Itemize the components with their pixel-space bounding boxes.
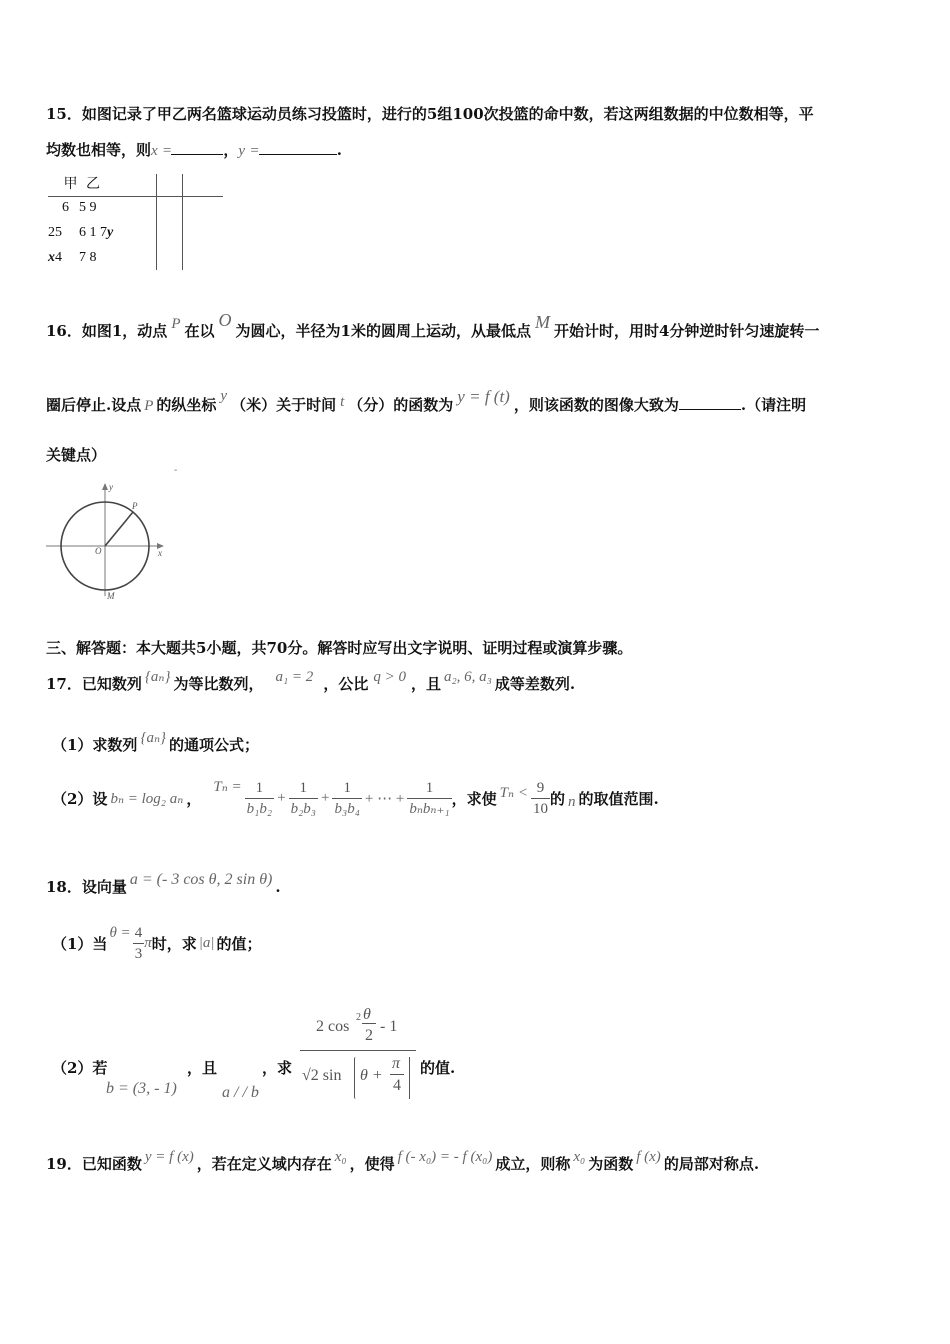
q19-g: 的局部对称点.	[663, 1155, 760, 1173]
q19-fx: f (x)	[636, 1149, 661, 1165]
frac2-den: b₂b₃	[290, 801, 317, 817]
q18-frac-den: 3	[134, 946, 143, 962]
fig-label-p: P	[132, 501, 138, 511]
q17-frac5	[531, 778, 550, 819]
q17-n: n	[567, 794, 576, 810]
q19-eq: f (- x₀) = - f (x₀)	[397, 1149, 493, 1165]
q19-x0b: x₀	[573, 1149, 586, 1165]
q18-b: b = (3, - 1)	[106, 1080, 177, 1097]
circle-figure	[40, 478, 175, 603]
q18-part1	[52, 923, 261, 964]
q17-line1	[46, 669, 576, 694]
q18-big-fraction	[300, 1006, 416, 1107]
q18-line1	[46, 871, 281, 897]
q18-part2-a: （2）若	[52, 1059, 108, 1077]
q16-func: y = f (t)	[457, 387, 510, 406]
table-cell: 8	[89, 249, 97, 265]
radius-op	[105, 512, 133, 546]
q17-Tlt: Tₙ <	[499, 785, 528, 801]
q17-seq2: {aₙ}	[140, 730, 167, 746]
q18-par: a / / b	[222, 1084, 259, 1101]
q18-part2-c: ，求	[262, 1059, 293, 1077]
q17-b: 为等比数列，	[173, 675, 264, 693]
q16-l2f: .（请注明	[740, 396, 807, 414]
q15-eq-y: =	[250, 143, 259, 159]
table-stem: 5	[79, 199, 86, 215]
num-theta: θ	[363, 1006, 371, 1023]
q15-line2	[46, 139, 342, 160]
q17-a1: a₁ = 2	[275, 669, 314, 685]
plus1: +	[277, 790, 286, 806]
q16-blank	[679, 395, 741, 410]
frac3-num: 1	[332, 778, 361, 799]
q16-l1a: 16．如图1，动点	[46, 322, 168, 340]
frac2-num: 1	[289, 778, 318, 799]
q16-l2d: （分）的函数为	[348, 396, 454, 414]
y-axis-arrow	[102, 483, 108, 490]
fig-label-o: O	[95, 546, 102, 556]
q18-end: .	[275, 878, 281, 896]
q18-abs: |a|	[198, 935, 215, 951]
table-cell: 2	[48, 224, 55, 240]
q16-line1	[46, 310, 820, 341]
num-minus1: - 1	[380, 1018, 398, 1035]
q16-line3: 关键点）	[46, 446, 107, 464]
den-four: 4	[393, 1077, 401, 1094]
q16-y: y	[220, 388, 228, 404]
den-theta: θ +	[360, 1067, 383, 1084]
table-cell: 7	[100, 224, 107, 240]
q17-seq: {aₙ}	[144, 669, 171, 685]
q15-var-x: x	[151, 143, 158, 159]
frac5-den: 10	[532, 801, 548, 817]
q15-blank-y	[259, 140, 337, 155]
q18-p1b: 时，求	[151, 935, 197, 953]
q18-frac-num: 4	[133, 923, 145, 944]
q19-x0: x₀	[334, 1149, 347, 1165]
frac4-num: 1	[407, 778, 451, 799]
q17-part1	[52, 730, 260, 755]
table-cell: 5	[55, 224, 62, 240]
table-cell	[100, 245, 107, 270]
q16-t: t	[340, 394, 345, 410]
q17-frac4	[407, 778, 451, 819]
table-cell: 9	[89, 199, 97, 215]
table-header-jia: 甲	[63, 176, 78, 192]
q19-f: y = f (x)	[144, 1149, 194, 1165]
q18-part2-b: ，且	[187, 1059, 218, 1077]
q17-p1a: （1）求数列	[52, 736, 138, 754]
frac4-den: bₙbₙ₊₁	[409, 801, 450, 817]
section3-heading: 三、解答题：本大题共5小题，共70分。解答时应写出文字说明、证明过程或演算步骤。	[46, 639, 633, 657]
q18-p1c: 的值；	[216, 935, 262, 953]
q19-d: 成立，则称	[495, 1155, 571, 1173]
table-cell	[100, 195, 107, 220]
q19-b: ，若在定义域内存在	[196, 1155, 332, 1173]
q16-P: P	[171, 316, 181, 332]
num-den-two: 2	[365, 1027, 373, 1044]
table-cell: 1	[89, 224, 97, 240]
q16-l1b: 在以	[184, 322, 215, 340]
table-cell	[107, 195, 113, 220]
num-sq: 2	[356, 1012, 361, 1023]
table-cell	[62, 220, 79, 245]
q18-part2-d: 的值.	[420, 1059, 456, 1077]
q17-q: q > 0	[373, 669, 406, 685]
q17-bn: bₙ = log₂ aₙ	[110, 791, 184, 807]
plus2: +	[321, 790, 330, 806]
den-pi: π	[392, 1055, 401, 1072]
q17-frac2	[289, 778, 318, 819]
q18-theta: θ =	[109, 925, 131, 941]
q19-line1	[46, 1149, 760, 1174]
q16-l2b: 的纵坐标	[156, 396, 217, 414]
q16-O: O	[218, 310, 232, 330]
frac5-num: 9	[531, 778, 550, 799]
table-cell	[107, 245, 113, 270]
table-stem: 7	[79, 249, 86, 265]
q17-e: 成等差数列.	[494, 675, 576, 693]
q17-p2a: （2）设	[52, 790, 108, 808]
q18-big-num	[300, 1006, 416, 1051]
q17-part2	[52, 778, 659, 819]
q16-line2	[46, 387, 807, 415]
q15-end: .	[336, 141, 343, 159]
q17-p2e: 的取值范围.	[578, 790, 659, 808]
fig-label-y: y	[109, 482, 113, 492]
table-header-yi: 乙	[86, 176, 100, 192]
q16-l2c: （米）关于时间	[231, 396, 337, 414]
q16-l2a: 圈后停止.设点	[46, 396, 142, 414]
fig-label-m: M	[107, 591, 115, 601]
table-cell	[62, 245, 79, 270]
q17-Tn: Tₙ =	[213, 779, 242, 795]
table-cell: 6	[62, 199, 69, 215]
q18-a: 18．设向量	[46, 878, 127, 896]
q17-a: 17．已知数列	[46, 675, 142, 693]
q17-p1b: 的通项公式；	[169, 736, 260, 754]
q17-frac3	[332, 778, 361, 819]
fig-label-x: x	[158, 548, 162, 558]
q17-p2d: 的	[549, 790, 565, 808]
q19-a: 19．已知函数	[46, 1155, 142, 1173]
q17-d: ，且	[410, 675, 441, 693]
q16-P2: P	[144, 398, 154, 414]
q18-pi: π	[144, 935, 152, 951]
q19-e: 为函数	[588, 1155, 634, 1173]
frac1-num: 1	[245, 778, 274, 799]
q15-line1: 15．如图记录了甲乙两名篮球运动员练习投篮时，进行的5组100次投篮的命中数，若这两组数据的中位数相等，平	[46, 105, 814, 123]
q17-p2b: ，	[186, 790, 202, 808]
q18-p1a: （1）当	[52, 935, 108, 953]
den-sqrt-sin: √2 sin	[302, 1067, 342, 1084]
table-cell	[55, 195, 62, 220]
q18-vec: a = (- 3 cos θ, 2 sin θ)	[129, 871, 273, 888]
q16-l1c: 为圆心，半径为1米的圆周上运动，从最低点	[235, 322, 531, 340]
table-cell: 4	[55, 249, 62, 265]
q17-c: ，公比	[323, 675, 369, 693]
q16-l1d: 开始计时，用时4分钟逆时针匀速旋转一	[553, 322, 820, 340]
q17-frac1	[245, 778, 274, 819]
q15-eq-x: =	[162, 143, 172, 159]
num-two: 2	[316, 1018, 324, 1035]
plus-dots: + ⋯ +	[364, 791, 405, 807]
q15-comma: ，	[223, 141, 239, 159]
q17-p2c: ，求使	[451, 790, 497, 808]
q18-frac	[133, 923, 145, 964]
num-cos: cos	[328, 1018, 350, 1035]
q16-M: M	[534, 312, 550, 332]
q18-big-den	[300, 1051, 416, 1107]
q15-line2-text: 均数也相等，则	[46, 141, 152, 159]
q15-blank-x	[171, 140, 223, 155]
table-cell	[48, 195, 55, 220]
table-stem: 6	[79, 224, 86, 240]
tick-mark: -	[174, 465, 178, 476]
table-cell: y	[107, 224, 114, 240]
frac3-den: b₃b₄	[334, 801, 360, 817]
q15-var-y: y	[238, 143, 246, 159]
frac1-den: b₁b₂	[246, 801, 273, 817]
q16-l2e: ，则该函数的图像大致为	[513, 396, 679, 414]
table-cell: x	[48, 249, 55, 265]
q17-terms: a₂, 6, a₃	[443, 669, 492, 685]
q19-c: ，使得	[349, 1155, 395, 1173]
